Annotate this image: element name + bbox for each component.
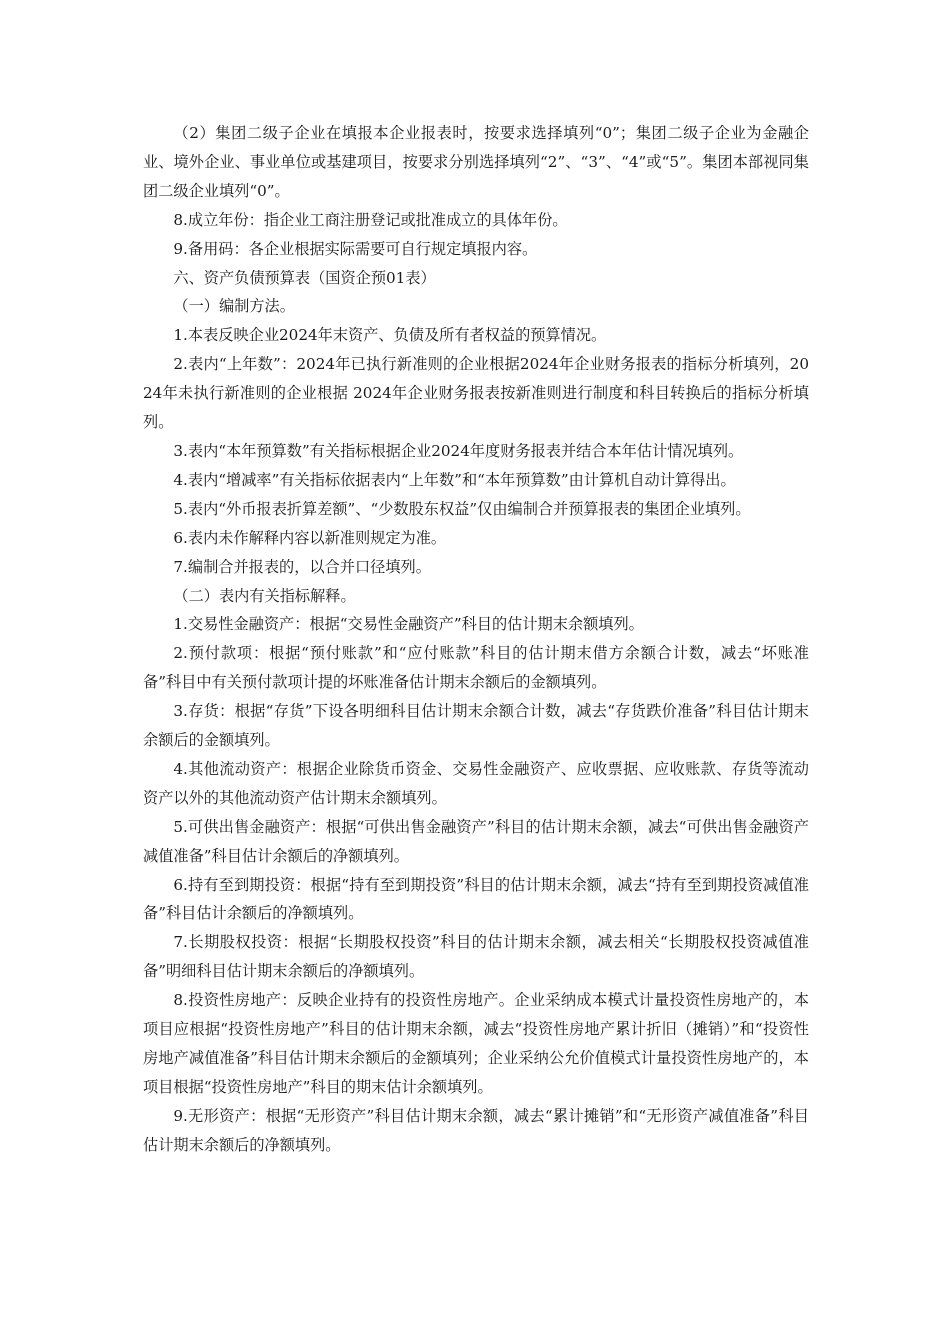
method-item-3: 3.表内“本年预算数”有关指标根据企业2024年度财务报表并结合本年估计情况填列。 — [173, 441, 744, 460]
indicator-item-7: 7.长期股权投资：根据“长期股权投资”科目的估计期末余额，减去相关“长期股权投资减值准备”明细科目估计期末余额后的净额填列。 — [143, 933, 809, 981]
paragraph-sub-item-2: （2）集团二级子企业在填报本企业报表时，按要求选择填列“0”；集团二级子企业为金融企业、境外企业、事业单位或基建项目，按要求分别选择填列“2”、“3”、“4”或“5”。集团本部视同集团二级企业填列“0”。 — [143, 124, 809, 200]
method-item-5: 5.表内“外币报表折算差额”、“少数股东权益”仅由编制合并预算报表的集团企业填列。 — [173, 499, 751, 518]
indicator-item-1: 1.交易性金融资产：根据“交易性金融资产”科目的估计期末余额填列。 — [173, 615, 644, 634]
indicator-item-4: 4.其他流动资产：根据企业除货币资金、交易性金融资产、应收票据、应收账款、存货等流动资产以外的其他流动资产估计期末余额填列。 — [143, 759, 809, 807]
indicator-item-8: 8.投资性房地产：反映企业持有的投资性房地产。企业采纳成本模式计量投资性房地产的，本项目应根据“投资性房地产”科目的估计期末余额，减去“投资性房地产累计折旧（摊销）”和“投资性房地产减值准备”科目估计期末余额后的金额填列；企业采纳公允价值模式计量投资性房地产的，本项目根据“投资性房地产”科目的期末估计余额填列。 — [143, 991, 809, 1096]
indicator-item-5: 5.可供出售金融资产：根据“可供出售金融资产”科目的估计期末余额，减去“可供出售金融资产减值准备”科目估计余额后的净额填列。 — [143, 817, 809, 865]
method-item-2: 2.表内“上年数”：2024年已执行新准则的企业根据2024年企业财务报表的指标分析填列，2024年未执行新准则的企业根据 2024年企业财务报表按新准则进行制度和科目转换后的指标分析填列。 — [143, 355, 809, 432]
subsection-heading-1: （一）编制方法。 — [173, 297, 295, 316]
indicator-item-2: 2.预付款项：根据“预付账款”和“应付账款”科目的估计期末借方余额合计数，减去“坏账准备”科目中有关预付款项计提的坏账准备估计期末余额后的金额填列。 — [143, 644, 809, 692]
method-item-6: 6.表内未作解释内容以新准则规定为准。 — [173, 528, 447, 547]
paragraph-item-9-reserve-code: 9.备用码：各企业根据实际需要可自行规定填报内容。 — [173, 239, 538, 258]
subsection-heading-2: （二）表内有关指标解释。 — [173, 586, 356, 605]
method-item-4: 4.表内“增减率”有关指标依据表内“上年数”和“本年预算数”由计算机自动计算得出。 — [173, 470, 736, 489]
method-item-7: 7.编制合并报表的，以合并口径填列。 — [173, 557, 431, 576]
method-item-1: 1.本表反映企业2024年末资产、负债及所有者权益的预算情况。 — [173, 326, 607, 345]
indicator-item-9: 9.无形资产：根据“无形资产”科目估计期末余额，减去“累计摊销”和“无形资产减值准备”科目估计期末余额后的净额填列。 — [143, 1106, 809, 1154]
indicator-item-6: 6.持有至到期投资：根据“持有至到期投资”科目的估计期末余额，减去“持有至到期投资减值准备”科目估计余额后的净额填列。 — [143, 875, 809, 923]
indicator-item-3: 3.存货：根据“存货”下设各明细科目估计期末余额合计数，减去“存货跌价准备”科目估计期末余额后的金额填列。 — [143, 702, 809, 750]
section-heading-6: 六、资产负债预算表（国资企预01表） — [173, 268, 436, 287]
document-body — [143, 119, 809, 1160]
paragraph-item-8-founding-year: 8.成立年份：指企业工商注册登记或批准成立的具体年份。 — [173, 210, 568, 229]
